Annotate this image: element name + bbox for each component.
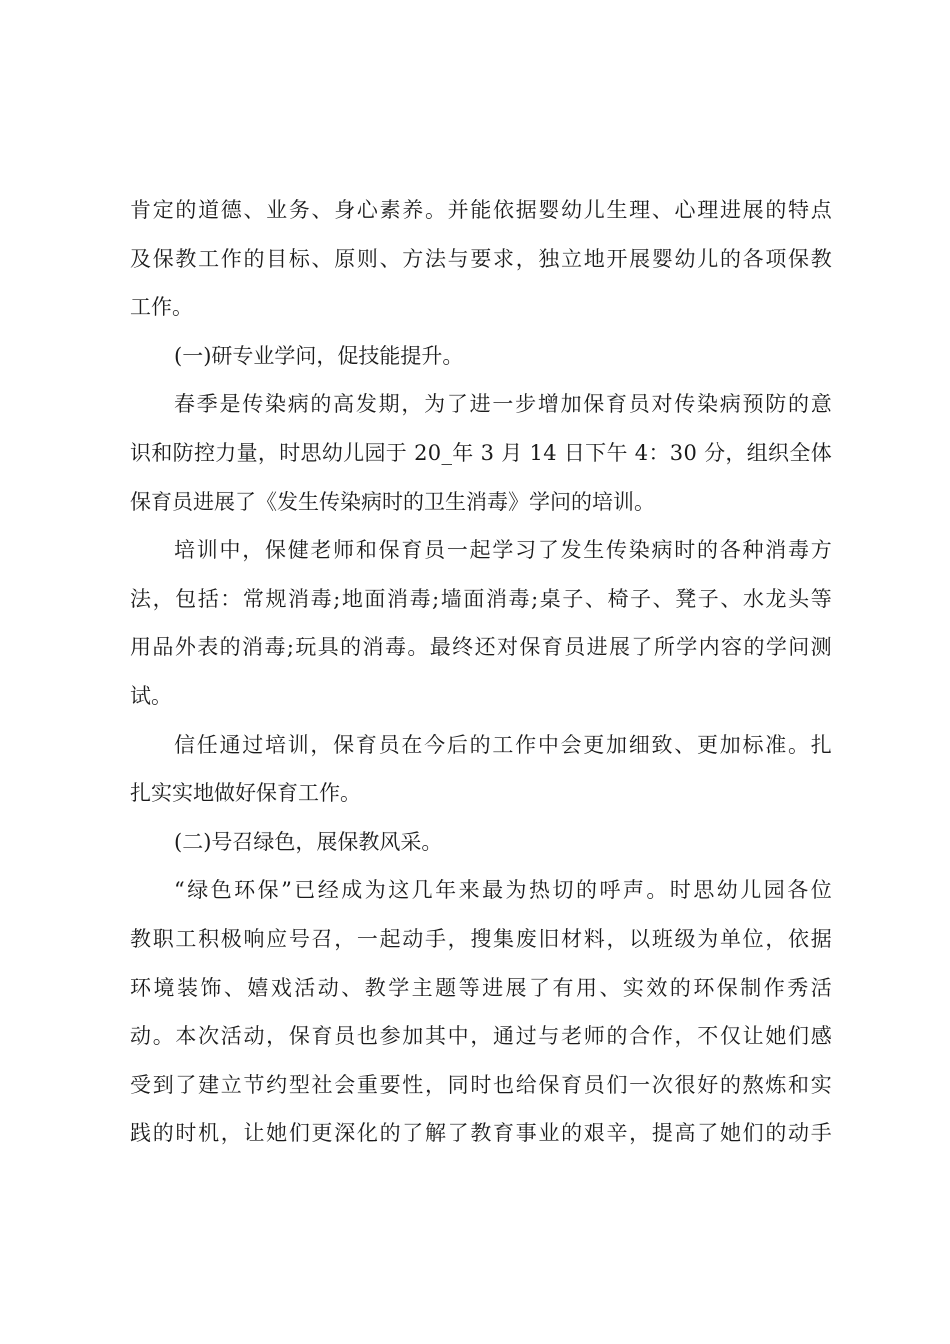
text-line: 试。 <box>130 683 172 708</box>
text-line: 识和防控力量，时思幼儿园于 20_年 3 月 14 日下午 4：30 分，组织全体 <box>130 440 832 465</box>
document-body <box>130 186 832 1158</box>
section-heading: (二)号召绿色，展保教风采。 <box>174 829 443 854</box>
text-line: 践的时机，让她们更深化的了解了教育事业的艰辛，提高了她们的动手 <box>130 1121 832 1146</box>
text-line: 肯定的道德、业务、身心素养。并能依据婴幼儿生理、心理进展的特点 <box>130 198 832 222</box>
text-line: 受到了建立节约型社会重要性，同时也给保育员们一次很好的熬炼和实 <box>130 1072 832 1097</box>
text-line: 工作。 <box>130 295 193 320</box>
text-line: 春季是传染病的高发期，为了进一步增加保育员对传染病预防的意 <box>174 392 832 417</box>
text-line: 扎实实地做好保育工作。 <box>130 781 361 806</box>
text-line: 动。本次活动，保育员也参加其中，通过与老师的合作，不仅让她们感 <box>130 1024 832 1049</box>
text-line: 用品外表的消毒;玩具的消毒。最终还对保育员进展了所学内容的学问测 <box>130 635 832 660</box>
text-line: 法，包括：常规消毒;地面消毒;墙面消毒;桌子、椅子、凳子、水龙头等 <box>130 586 832 611</box>
text-line: 环境装饰、嬉戏活动、教学主题等进展了有用、实效的环保制作秀活 <box>130 975 832 1000</box>
text-line: 培训中，保健老师和保育员一起学习了发生传染病时的各种消毒方 <box>174 538 832 563</box>
text-line: 及保教工作的目标、原则、方法与要求，独立地开展婴幼儿的各项保教 <box>130 246 832 271</box>
section-heading: (一)研专业学问，促技能提升。 <box>174 343 464 368</box>
text-line: 信任通过培训，保育员在今后的工作中会更加细致、更加标准。扎 <box>174 732 832 757</box>
text-line: 教职工积极响应号召，一起动手，搜集废旧材料，以班级为单位，依据 <box>130 926 832 951</box>
text-line: “绿色环保”已经成为这几年来最为热切的呼声。时思幼儿园各位 <box>174 878 832 903</box>
text-line: 保育员进展了《发生传染病时的卫生消毒》学问的培训。 <box>130 489 655 514</box>
